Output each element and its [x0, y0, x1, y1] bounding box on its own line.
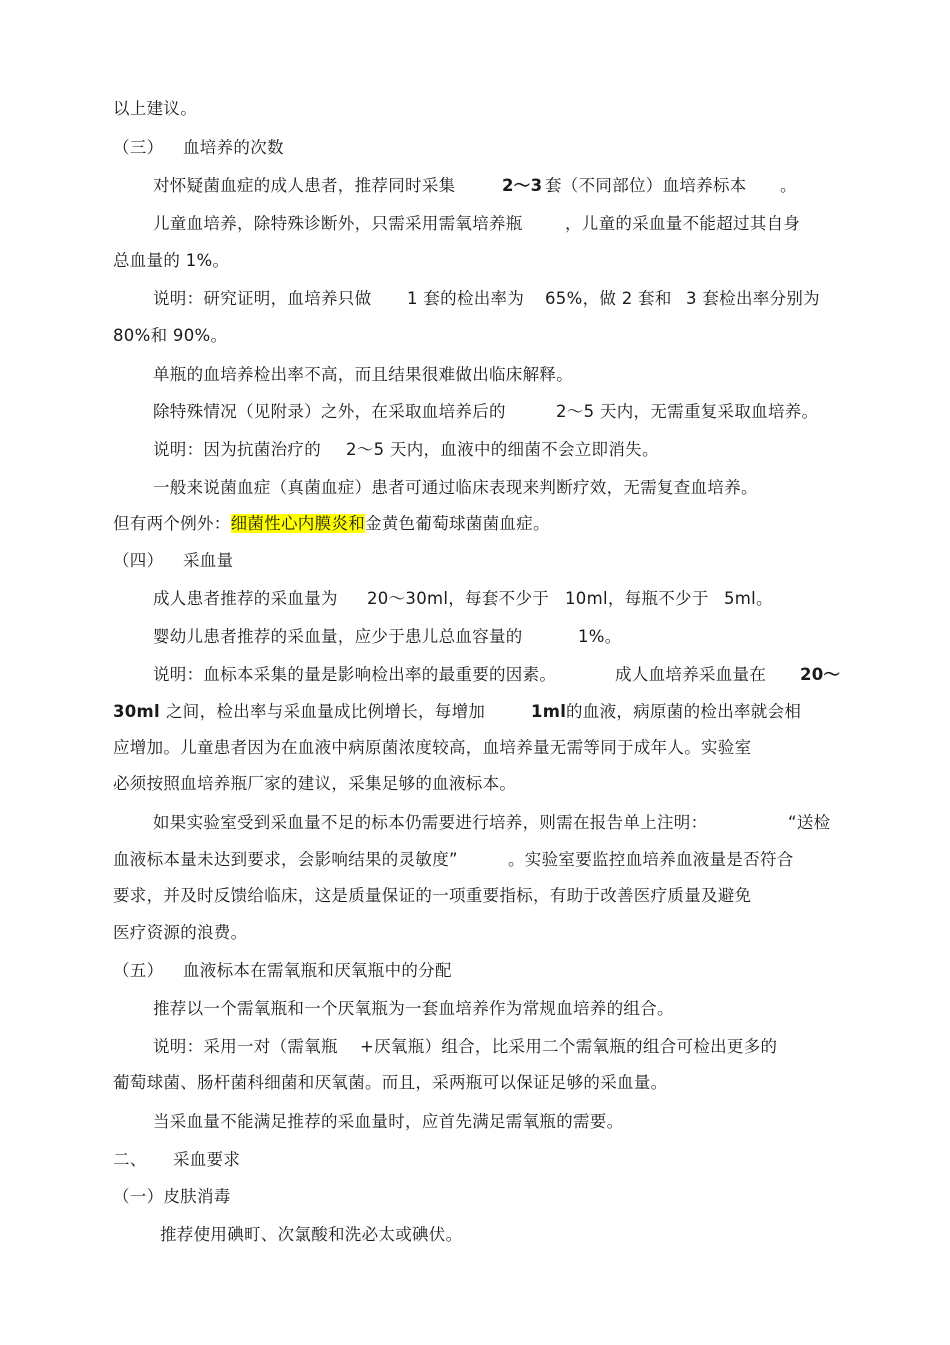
section-heading: 二、 [113, 1150, 147, 1169]
text-line: 成人患者推荐的采血量为 [153, 589, 338, 608]
text-line: ，儿童的采血量不能超过其自身 [565, 214, 801, 233]
text-value: 20～ [800, 665, 841, 684]
text-line: 医疗资源的浪费。 [113, 923, 248, 942]
text-line: “送检 [788, 813, 831, 832]
text-line: 当采血量不能满足推荐的采血量时，应首先满足需氧瓶的需要。 [153, 1112, 624, 1131]
text-line: 65%，做 2 套和 [545, 289, 672, 308]
text-line: 儿童血培养，除特殊诊断外，只需采用需氧培养瓶 [153, 214, 523, 233]
text-line: 婴幼儿患者推荐的采血量，应少于患儿总血容量的 [153, 627, 523, 646]
text-line: 2～5 天内，无需重复采取血培养。 [556, 402, 819, 421]
text-line: 80%和 90%。 [113, 326, 228, 345]
text-line: 说明：因为抗菌治疗的 [153, 440, 321, 459]
section-title: 血培养的次数 [183, 138, 284, 157]
text-line: 套（不同部位）血培养标本 [545, 176, 747, 195]
text-line: 。实验室要监控血培养血液量是否符合 [508, 850, 794, 869]
text-line: 推荐以一个需氧瓶和一个厌氧瓶为一套血培养作为常规血培养的组合。 [153, 999, 674, 1018]
text-line: 10ml，每瓶不少于 [565, 589, 709, 608]
text-value: 2～3 [502, 176, 543, 195]
text-line: 但有两个例外：细菌性心内膜炎和金黄色葡萄球菌菌血症。 [113, 514, 550, 533]
text-line: 说明：血标本采集的量是影响检出率的最重要的因素。 [153, 665, 557, 684]
section-heading: （三） [113, 138, 164, 157]
text-line: 1 套的检出率为 [407, 289, 525, 308]
text-line: 应增加。儿童患者因为在血液中病原菌浓度较高，血培养量无需等同于成年人。实验室 [113, 738, 752, 757]
text-line: 血液标本量未达到要求，会影响结果的灵敏度” [113, 850, 458, 869]
text-value: 1ml [531, 702, 567, 721]
text-line: 总血量的 1%。 [113, 251, 230, 270]
text-line: 。 [780, 176, 797, 195]
section-title: 血液标本在需氧瓶和厌氧瓶中的分配 [183, 961, 452, 980]
text-line: 成人血培养采血量在 [615, 665, 767, 684]
text-line: 要求，并及时反馈给临床，这是质量保证的一项重要指标，有助于改善医疗质量及避免 [113, 886, 752, 905]
text-line: 之间，检出率与采血量成比例增长，每增加 [166, 702, 486, 721]
text-line: 5ml。 [724, 589, 773, 608]
text-line: 说明：采用一对（需氧瓶 [153, 1037, 338, 1056]
text-line: 1%。 [578, 627, 622, 646]
section-heading: （五） [113, 961, 164, 980]
text-line: 的血液，病原菌的检出率就会相 [566, 702, 802, 721]
highlighted-text: 细菌性心内膜炎和 [230, 514, 366, 533]
text-line: 对怀疑菌血症的成人患者，推荐同时采集 [153, 176, 456, 195]
section-title: 采血要求 [173, 1150, 241, 1169]
text-line: 如果实验室受到采血量不足的标本仍需要进行培养，则需在报告单上注明： [153, 813, 708, 832]
text-line: 必须按照血培养瓶厂家的建议，采集足够的血液标本。 [113, 774, 517, 793]
text-line: 20～30ml，每套不少于 [367, 589, 550, 608]
text-line: 葡萄球菌、肠杆菌科细菌和厌氧菌。而且，采两瓶可以保证足够的采血量。 [113, 1073, 668, 1092]
section-heading: （四） [113, 551, 164, 570]
text-line: 单瓶的血培养检出率不高，而且结果很难做出临床解释。 [153, 365, 573, 384]
text-line: 2～5 天内，血液中的细菌不会立即消失。 [346, 440, 659, 459]
text-line: 说明：研究证明，血培养只做 [153, 289, 372, 308]
section-title: 采血量 [183, 551, 234, 570]
text-line: 3 套检出率分别为 [686, 289, 820, 308]
text-line: +厌氧瓶）组合，比采用二个需氧瓶的组合可检出更多的 [360, 1037, 778, 1056]
text-line: 除特殊情况（见附录）之外，在采取血培养后的 [153, 402, 506, 421]
text-line: 一般来说菌血症（真菌血症）患者可通过临床表现来判断疗效，无需复查血培养。 [153, 478, 758, 497]
text-line: 以上建议。 [113, 99, 197, 118]
text-line: 推荐使用碘町、次氯酸和洗必太或碘伏。 [160, 1225, 463, 1244]
section-heading: （一）皮肤消毒 [113, 1187, 231, 1206]
text-value: 30ml [113, 702, 161, 721]
